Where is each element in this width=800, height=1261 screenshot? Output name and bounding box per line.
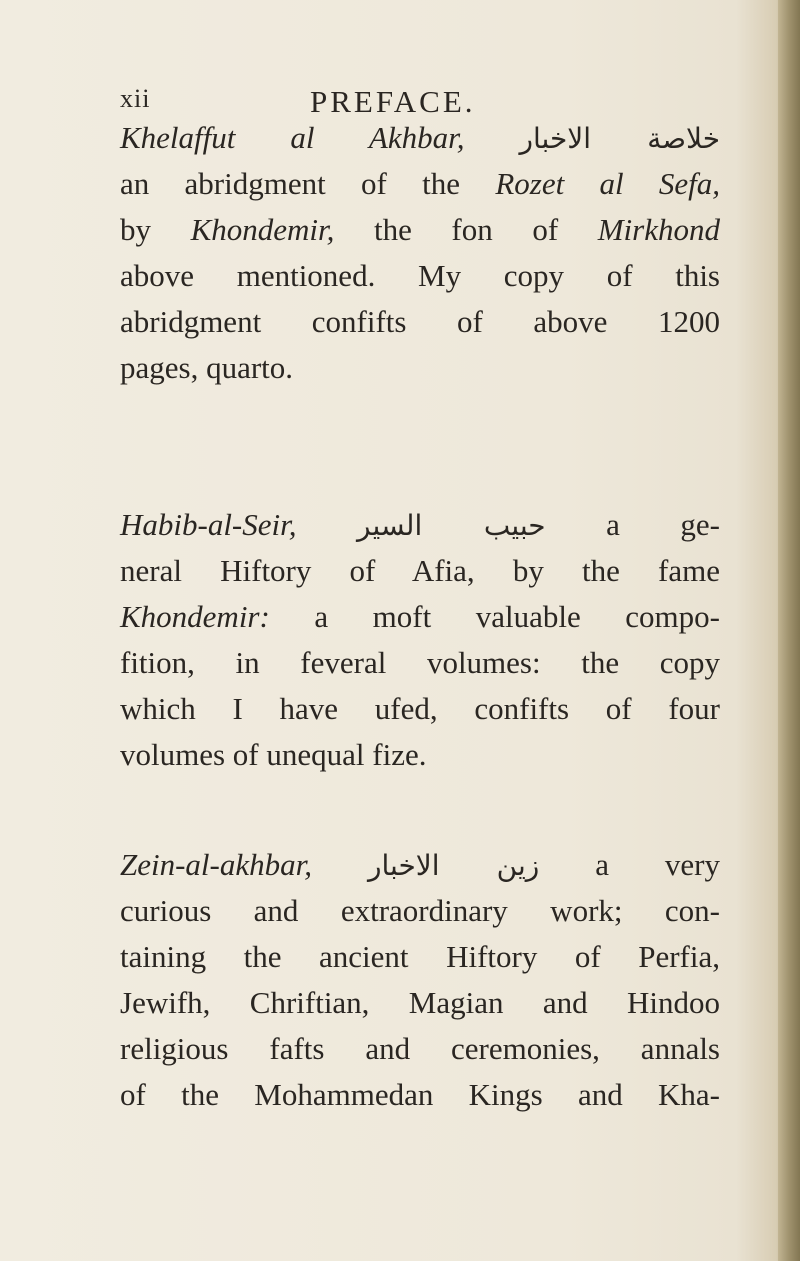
running-head: PREFACE. [310, 84, 476, 119]
text-line: pages, quarto. [120, 350, 294, 385]
text-line: of the Mohammedan Kings and Kha- [120, 1077, 720, 1112]
book-title: Zein-al-akhbar, [120, 847, 313, 882]
arabic-title: خلاصة الاخبار [519, 122, 721, 155]
text-line: above mentioned. My copy of this [120, 258, 720, 293]
text-line: religious fafts and ceremonies, annals [120, 1031, 720, 1066]
text-line: Khondemir: a moft valuable compo- [120, 599, 720, 634]
text-line: curious and extraordinary work; con- [120, 893, 720, 928]
text-line: taining the ancient Hiftory of Perfia, [120, 939, 720, 974]
book-title: Khelaffut al Akhbar, [120, 120, 465, 155]
italic-term: Khondemir, [190, 212, 335, 247]
text-line: which I have ufed, confifts of four [120, 691, 720, 726]
text-line: an abridgment of the Rozet al Sefa, [120, 166, 721, 201]
text-line: abridgment confifts of above 1200 [120, 304, 720, 339]
text-line: Zein-al-akhbar, زين الاخبار a very [120, 847, 721, 882]
text-line: Jewifh, Chriftian, Magian and Hindoo [120, 985, 720, 1020]
text-line: Habib-al-Seir, حبيب السير a ge- [120, 507, 720, 542]
arabic-title: حبيب السير [357, 509, 546, 542]
text-line [120, 115, 720, 161]
text-line: by Khondemir, the fon of Mirkhond [120, 212, 720, 247]
page-number: xii [120, 84, 151, 113]
paragraph-zein-al-akhbar [120, 842, 720, 1118]
text-line: volumes of unequal fize. [120, 737, 427, 772]
italic-term: Khondemir: [120, 599, 270, 634]
text-line: neral Hiftory of Afia, by the fame [120, 553, 720, 588]
paragraph-khelaffut [120, 115, 720, 391]
text-line: fition, in feveral volumes: the copy [120, 645, 720, 680]
italic-term: Mirkhond [597, 212, 720, 247]
paragraph-habib-al-seir [120, 502, 720, 778]
italic-term: Rozet al Sefa, [495, 166, 721, 201]
page-edge-shadow [778, 0, 800, 1261]
book-title: Habib-al-Seir, [120, 507, 297, 542]
arabic-title: زين الاخبار [367, 849, 540, 882]
